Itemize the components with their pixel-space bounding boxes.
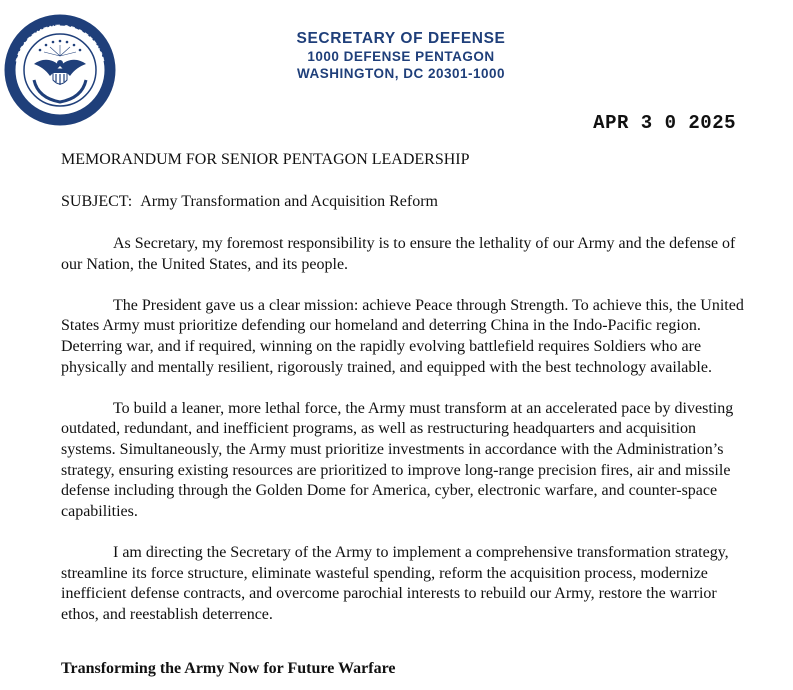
memo-date-stamp: APR 3 0 2025	[593, 112, 736, 134]
body-paragraph: The President gave us a clear mission: achieve Peace through Strength. To achieve this, the United States Army must prioritize defending our homeland and deterring China in the Indo-Pacific region. Deterring war, and if required, winning on the rapidly evolving battlefield requires Soldiers who are physically and mentally resilient, rigorously trained, and equipped with the best technology available.	[61, 296, 744, 376]
memo-body	[61, 234, 751, 646]
memo-subject-line	[61, 193, 438, 211]
body-paragraph: I am directing the Secretary of the Army to implement a comprehensive transformation strategy, streamline its force structure, eliminate wasteful spending, reform the acquisition process, modernize inefficient defense contracts, and overcome parochial interests to rebuild our Army, restore the warrior ethos, and reestablish deterrence.	[61, 543, 729, 623]
department-of-defense-seal-icon	[4, 14, 116, 126]
subject-label: SUBJECT:	[61, 193, 133, 210]
seal-bottom-text: UNITED STATES OF AMERICA	[20, 88, 100, 117]
body-paragraph: As Secretary, my foremost responsibility is to ensure the lethality of our Army and the defense of our Nation, the United States, and its people.	[61, 235, 736, 273]
letterhead-office: SECRETARY OF DEFENSE	[296, 30, 506, 47]
letterhead-city: WASHINGTON, DC 20301-1000	[296, 66, 506, 81]
seal-top-text: DEPARTMENT OF DEFENSE	[13, 22, 107, 64]
subject-text: Army Transformation and Acquisition Reform	[140, 193, 438, 210]
letterhead	[270, 30, 532, 82]
memo-recipient-line: MEMORANDUM FOR SENIOR PENTAGON LEADERSHIP	[61, 151, 470, 168]
body-paragraph: To build a leaner, more lethal force, the Army must transform at an accelerated pace by divesting outdated, redundant, and inefficient programs, as well as restructuring headquarters and acquisition systems. Simultaneously, the Army must prioritize investments in accordance with the Administration’s strategy, ensuring existing resources are prioritized to improve long-range precision fires, air and missile defense including through the Golden Dome for America, cyber, electronic warfare, and counter-space capabilities.	[61, 399, 734, 520]
letterhead-address: 1000 DEFENSE PENTAGON	[307, 49, 495, 64]
section-heading: Transforming the Army Now for Future Warfare	[61, 660, 396, 677]
